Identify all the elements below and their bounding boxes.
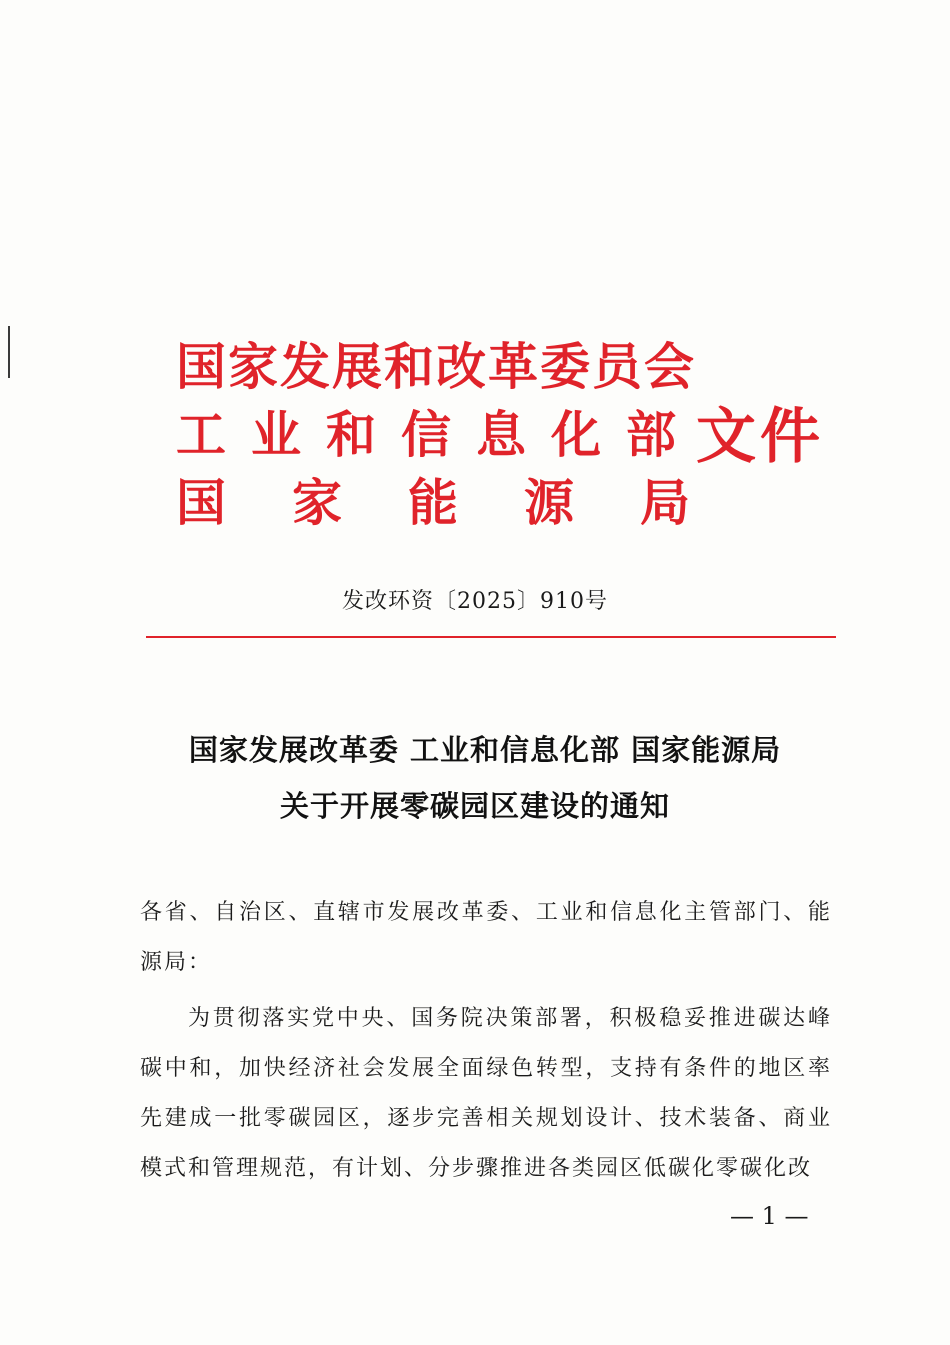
binding-mark (8, 326, 10, 378)
document-number: 发改环资〔2025〕910号 (342, 589, 608, 614)
red-separator-line (146, 636, 836, 638)
header-org-nea: 国家能源局 (176, 473, 756, 532)
header-org-ndrc: 国家发展和改革委员会 (176, 337, 696, 396)
document-header (176, 336, 826, 536)
addressee-paragraph: 各省、自治区、直辖市发展改革委、工业和信息化主管部门、能源局： (140, 900, 832, 975)
header-org-miit: 工业和信息化部 (176, 405, 701, 464)
page-number: — 1 — (730, 1202, 809, 1230)
header-doc-type: 文件 (696, 402, 824, 472)
document-title-line-1: 国家发展改革委 工业和信息化部 国家能源局 (188, 733, 782, 767)
document-body (140, 888, 832, 1194)
body-paragraph-1: 为贯彻落实党中央、国务院决策部署，积极稳妥推进碳达峰碳中和，加快经济社会发展全面绿色转型，支持有条件的地区率先建成一批零碳园区，逐步完善相关规划设计、技术装备、商业模式和管理规范，有计划、分步骤推进各类园区低碳化零碳化改 (140, 1006, 832, 1181)
document-title-line-2: 关于开展零碳园区建设的通知 (279, 789, 670, 823)
